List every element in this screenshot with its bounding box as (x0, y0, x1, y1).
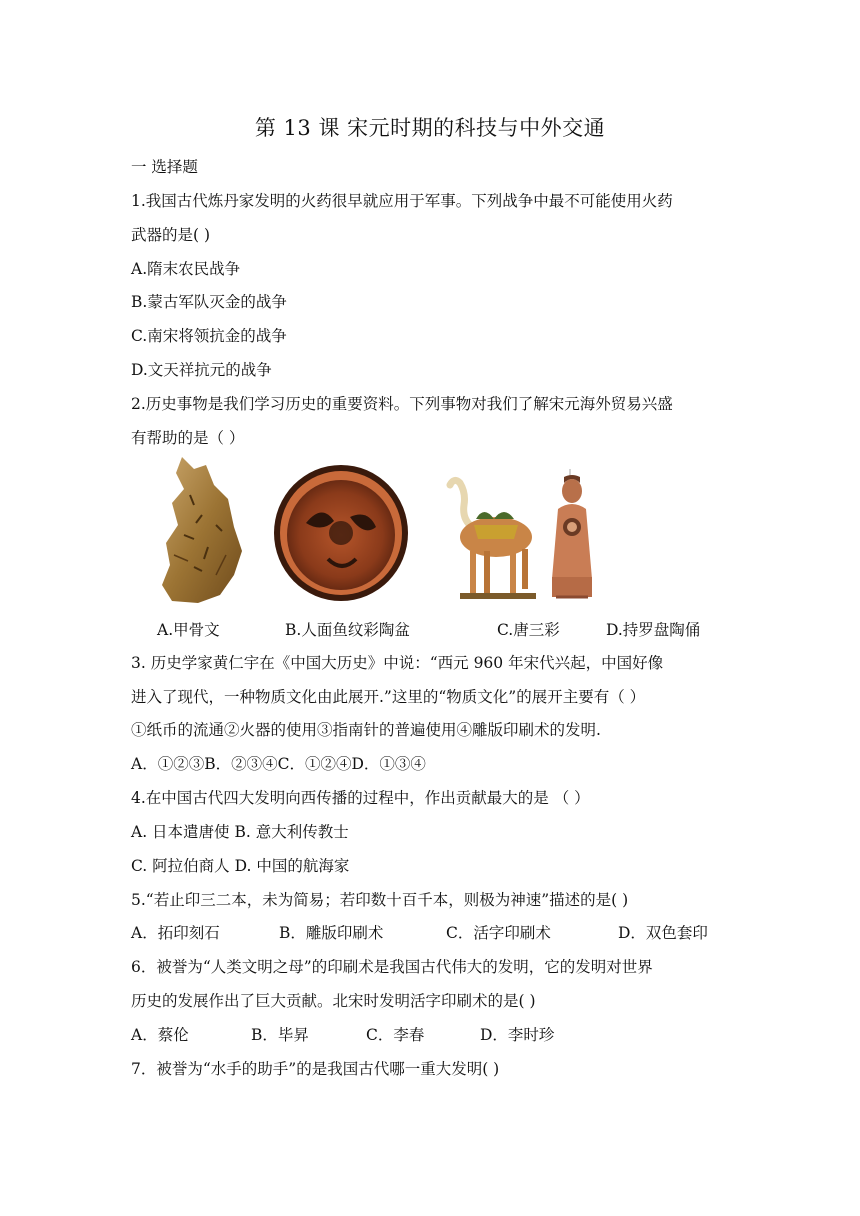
section-heading: 一 选择题 (131, 158, 198, 176)
q6-option-d: D．李时珍 (480, 1026, 555, 1044)
q1-stem-line1: 1.我国古代炼丹家发明的火药很早就应用于军事。下列战争中最不可能使用火药 (131, 192, 673, 210)
q6-stem-line2: 历史的发展作出了巨大贡献。北宋时发明活字印刷术的是( ) (131, 992, 536, 1010)
q3-options: A．①②③B．②③④C．①②④D．①③④ (131, 755, 426, 773)
q1-option-d: D.文天祥抗元的战争 (131, 361, 272, 379)
q1-option-a: A.隋末农民战争 (131, 260, 241, 278)
q1-option-c: C.南宋将领抗金的战争 (131, 327, 287, 345)
q2-caption-d: D.持罗盘陶俑 (606, 621, 701, 639)
q2-caption-c: C.唐三彩 (497, 621, 560, 639)
q5-option-d: D．双色套印 (618, 924, 708, 942)
q2-stem-line2: 有帮助的是（ ） (131, 429, 245, 447)
q6-option-a: A．蔡伦 (131, 1026, 189, 1044)
compass-figurine-image (542, 469, 602, 605)
tang-sancai-camel-image (440, 475, 538, 605)
q2-caption-b: B.人面鱼纹彩陶盆 (285, 621, 410, 639)
q3-stem-line2: 进入了现代，一种物质文化由此展开.”这里的“物质文化”的展开主要有（ ） (131, 688, 646, 706)
q5-stem: 5.“若止印三二本，未为简易；若印数十百千本，则极为神速”描述的是( ) (131, 891, 629, 909)
q4-options-cd: C. 阿拉伯商人 D. 中国的航海家 (131, 857, 350, 875)
q3-stem-line3: ①纸币的流通②火器的使用③指南针的普遍使用④雕版印刷术的发明. (131, 721, 601, 739)
q1-stem-line2: 武器的是( ) (131, 226, 211, 244)
q5-option-b: B．雕版印刷术 (279, 924, 384, 942)
q2-image-row (150, 455, 610, 610)
oracle-bone-image (154, 455, 244, 605)
q2-stem-line1: 2.历史事物是我们学习历史的重要资料。下列事物对我们了解宋元海外贸易兴盛 (131, 395, 673, 413)
q5-option-a: A．拓印刻石 (131, 924, 220, 942)
q7-stem: 7．被誉为“水手的助手”的是我国古代哪一重大发明( ) (131, 1060, 500, 1078)
q1-option-b: B.蒙古军队灭金的战争 (131, 293, 287, 311)
q4-stem: 4.在中国古代四大发明向西传播的过程中，作出贡献最大的是 （ ） (131, 789, 590, 807)
q6-option-c: C．李春 (366, 1026, 425, 1044)
page-title: 第 13 课 宋元时期的科技与中外交通 (254, 116, 606, 140)
q5-option-c: C．活字印刷术 (446, 924, 551, 942)
q6-option-b: B．毕昇 (251, 1026, 309, 1044)
q2-caption-a: A.甲骨文 (157, 621, 220, 639)
q6-stem-line1: 6．被誉为“人类文明之母”的印刷术是我国古代伟大的发明，它的发明对世界 (131, 958, 653, 976)
q3-stem-line1: 3. 历史学家黄仁宇在《中国大历史》中说：“西元 960 年宋代兴起，中国好像 (131, 654, 664, 672)
painted-pottery-basin-image (272, 463, 410, 603)
q4-options-ab: A. 日本遣唐使 B. 意大利传教士 (131, 823, 349, 841)
